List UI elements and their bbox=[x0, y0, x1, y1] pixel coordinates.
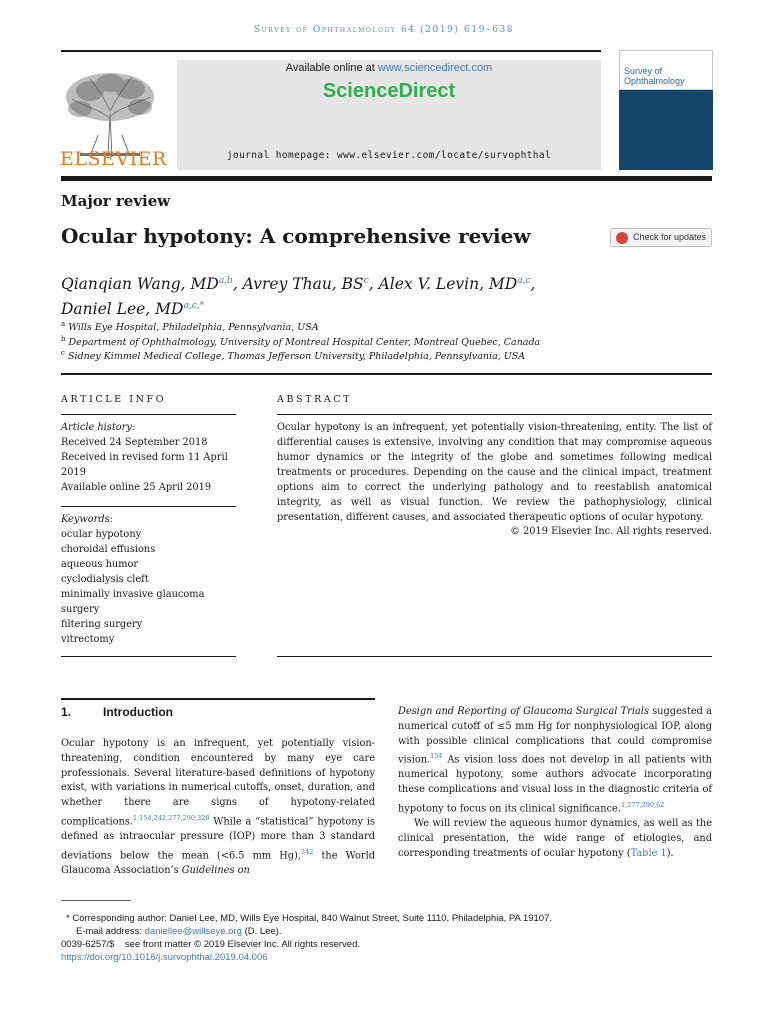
doi-link[interactable] bbox=[61, 951, 268, 964]
keyword: vitrectomy bbox=[61, 634, 115, 645]
keyword: minimally invasive glaucoma bbox=[61, 589, 205, 600]
intro-right-paragraph-1 bbox=[398, 705, 712, 817]
section-number: 1. bbox=[61, 705, 72, 719]
keywords-label: Keywords: bbox=[61, 514, 113, 525]
intro-text: While a “statistical” hypotony is defined as intraocular pressure (IOP) more than 3 standard deviations below the mean (<6.5 mm Hg), bbox=[61, 816, 375, 862]
abstract-heading: ABSTRACT bbox=[277, 394, 353, 405]
cover-title-line-2: Ophthalmology bbox=[624, 76, 685, 86]
journal-cover bbox=[619, 50, 713, 170]
email-suffix: (D. Lee). bbox=[241, 926, 282, 937]
affil-sup: a bbox=[61, 320, 66, 328]
affiliation-a bbox=[61, 320, 319, 333]
sciencedirect-logo: ScienceDirect bbox=[322, 80, 456, 102]
affil-text: Sidney Kimmel Medical College, Thomas Jefferson University, Philadelphia, Pennsylvania, USA bbox=[67, 351, 526, 363]
online-date: Available online 25 April 2019 bbox=[61, 482, 212, 493]
available-prefix: Available online at bbox=[285, 62, 375, 74]
intro-text: As vision loss does not develop in all patients with numerical hypotony, some authors advocate incorporating these complications and visual loss in the diagnostic criteria of hypotony to focus on its clinical significance. bbox=[398, 754, 712, 815]
article-info-rule bbox=[61, 414, 236, 415]
keywords-rule bbox=[61, 506, 236, 507]
author-affil-sup[interactable]: a,c bbox=[517, 276, 531, 286]
intro-right-column bbox=[398, 705, 712, 862]
article-type: Major review bbox=[61, 192, 171, 210]
email-label: E-mail address: bbox=[76, 926, 145, 937]
journal-homepage[interactable]: journal homepage: www.elsevier.com/locate/survophthal bbox=[226, 150, 552, 161]
cover-title-line-1: Survey of bbox=[624, 66, 663, 76]
keyword: surgery bbox=[61, 604, 100, 615]
intro-text: We will review the aqueous humor dynamics, as well as the clinical presentation, the wide range of etiologies, and corresponding treatments of ocular hypotony ( bbox=[398, 818, 712, 859]
issn-line: 0039-6257/$ see front matter © 2019 Elsevier Inc. All rights reserved. bbox=[61, 939, 361, 950]
affil-sup: b bbox=[61, 335, 66, 343]
footnote-rule bbox=[61, 900, 131, 901]
citation-ref[interactable]: 154 bbox=[430, 752, 443, 761]
doi-link-text[interactable]: https://doi.org/10.1016/j.survophthal.2019.04.006 bbox=[61, 952, 268, 963]
header-bottom-rule bbox=[61, 373, 712, 375]
article-info-bottom-rule bbox=[61, 656, 236, 657]
author-sep: , bbox=[232, 275, 243, 294]
intro-text: the World Glaucoma Association’s bbox=[61, 850, 375, 876]
keyword: cyclodialysis cleft bbox=[61, 574, 149, 585]
citation-ref[interactable]: 242 bbox=[301, 847, 314, 856]
intro-left-column bbox=[61, 737, 375, 879]
revised-date: Received in revised form 11 April bbox=[61, 452, 228, 463]
author-name: Qianqian Wang, MD bbox=[61, 275, 219, 294]
affiliation-b bbox=[61, 335, 540, 348]
article-title: Ocular hypotony: A comprehensive review bbox=[61, 224, 531, 248]
intro-text: suggested a numerical cutoff of ≤5 mm Hg for nonphysiological IOP, along with possible clinical complications that could compromise vision. bbox=[398, 706, 712, 766]
affil-text: Wills Eye Hospital, Philadelphia, Pennsylvania, USA bbox=[68, 322, 319, 334]
abstract-copyright: © 2019 Elsevier Inc. All rights reserved. bbox=[510, 526, 712, 537]
intro-text: ). bbox=[666, 847, 674, 859]
abstract-bottom-rule bbox=[277, 656, 712, 657]
check-for-updates-label: Check for updates bbox=[633, 232, 707, 242]
sciencedirect-link[interactable]: www.sciencedirect.com bbox=[377, 62, 493, 74]
corresponding-author-note: * Corresponding author: Daniel Lee, MD, Wills Eye Hospital, 840 Walnut Street, Suite 1110, Philadelphia, PA 19107. bbox=[66, 913, 553, 924]
keyword: ocular hypotony bbox=[61, 529, 142, 540]
author-name: Alex V. Levin, MD bbox=[378, 275, 518, 294]
email-link[interactable]: daniellee@willseye.org bbox=[144, 926, 242, 937]
elsevier-wordmark: ELSEVIER bbox=[60, 148, 167, 170]
revised-date-year: 2019 bbox=[61, 467, 86, 478]
journal-cover-title bbox=[624, 66, 685, 86]
citation-ref[interactable]: 1,154,242,277,290,328 bbox=[132, 813, 210, 822]
history-label: Article history: bbox=[61, 422, 136, 433]
author-affil-sup[interactable]: a,b bbox=[218, 276, 233, 286]
intro-text: Ocular hypotony is an infrequent, yet potentially vision-threatening, condition encountered by many eye care professionals. Several literature-based definitions of hypotony exist, with variations in numerical cutoffs, onset, duration, and whether there are signs of hypotony-related complications. bbox=[61, 738, 375, 828]
keyword: choroidal effusions bbox=[61, 544, 156, 555]
available-online-line bbox=[177, 62, 601, 74]
journal-running-header: Survey of Ophthalmology 64 (2019) 619–638 bbox=[253, 25, 515, 35]
abstract-text: Ocular hypotony is an infrequent, yet potentially vision-threatening, entity. The list of differential causes is extensive, involving any condition that may compromise aqueous humor dynamics or the integrity of the globe and sometimes following medical treatments or procedures. Depending on the cause and the clinical impact, treatment options aim to correct the underlying pathology and to reestablish anatomical integrity, as well as visual function. We review the pathophysiology, clinical presentation, different causes, and associated therapeutic options of ocular hypotony. bbox=[277, 422, 712, 523]
masthead-thick-rule bbox=[61, 176, 712, 181]
top-rule bbox=[61, 50, 601, 52]
intro-text-italic: Design and Reporting of Glaucoma Surgical Trials bbox=[398, 706, 649, 717]
affil-sup: c bbox=[61, 349, 65, 357]
received-date: Received 24 September 2018 bbox=[61, 437, 208, 448]
email-note bbox=[76, 925, 282, 938]
author-sep: , bbox=[368, 275, 379, 294]
citation-ref[interactable]: 1,277,290,62 bbox=[620, 801, 665, 810]
article-history bbox=[61, 420, 241, 495]
keywords-block bbox=[61, 512, 241, 647]
author-name: Avrey Thau, BS bbox=[242, 275, 364, 294]
author-name: Daniel Lee, MD bbox=[61, 300, 184, 319]
intro-right-paragraph-2 bbox=[398, 817, 712, 861]
crossmark-icon bbox=[616, 232, 628, 244]
intro-rule bbox=[61, 698, 375, 700]
article-info-heading: ARTICLE INFO bbox=[61, 394, 167, 405]
author-sep: , bbox=[530, 275, 536, 294]
abstract-rule bbox=[277, 414, 712, 415]
affiliation-c bbox=[61, 349, 525, 362]
author-list bbox=[61, 270, 721, 320]
author-affil-sup[interactable]: a,c,* bbox=[183, 301, 205, 312]
keyword: filtering surgery bbox=[61, 619, 143, 630]
check-for-updates-button[interactable] bbox=[610, 228, 712, 247]
table-1-link[interactable]: Table 1 bbox=[630, 847, 667, 859]
section-title: Introduction bbox=[103, 705, 173, 719]
affil-text: Department of Ophthalmology, University of Montreal Hospital Center, Montreal Quebec, Canada bbox=[68, 337, 541, 349]
author-affil-sup[interactable]: c bbox=[363, 276, 369, 286]
keyword: aqueous humor bbox=[61, 559, 139, 570]
intro-text-italic: Guidelines on bbox=[181, 864, 250, 876]
